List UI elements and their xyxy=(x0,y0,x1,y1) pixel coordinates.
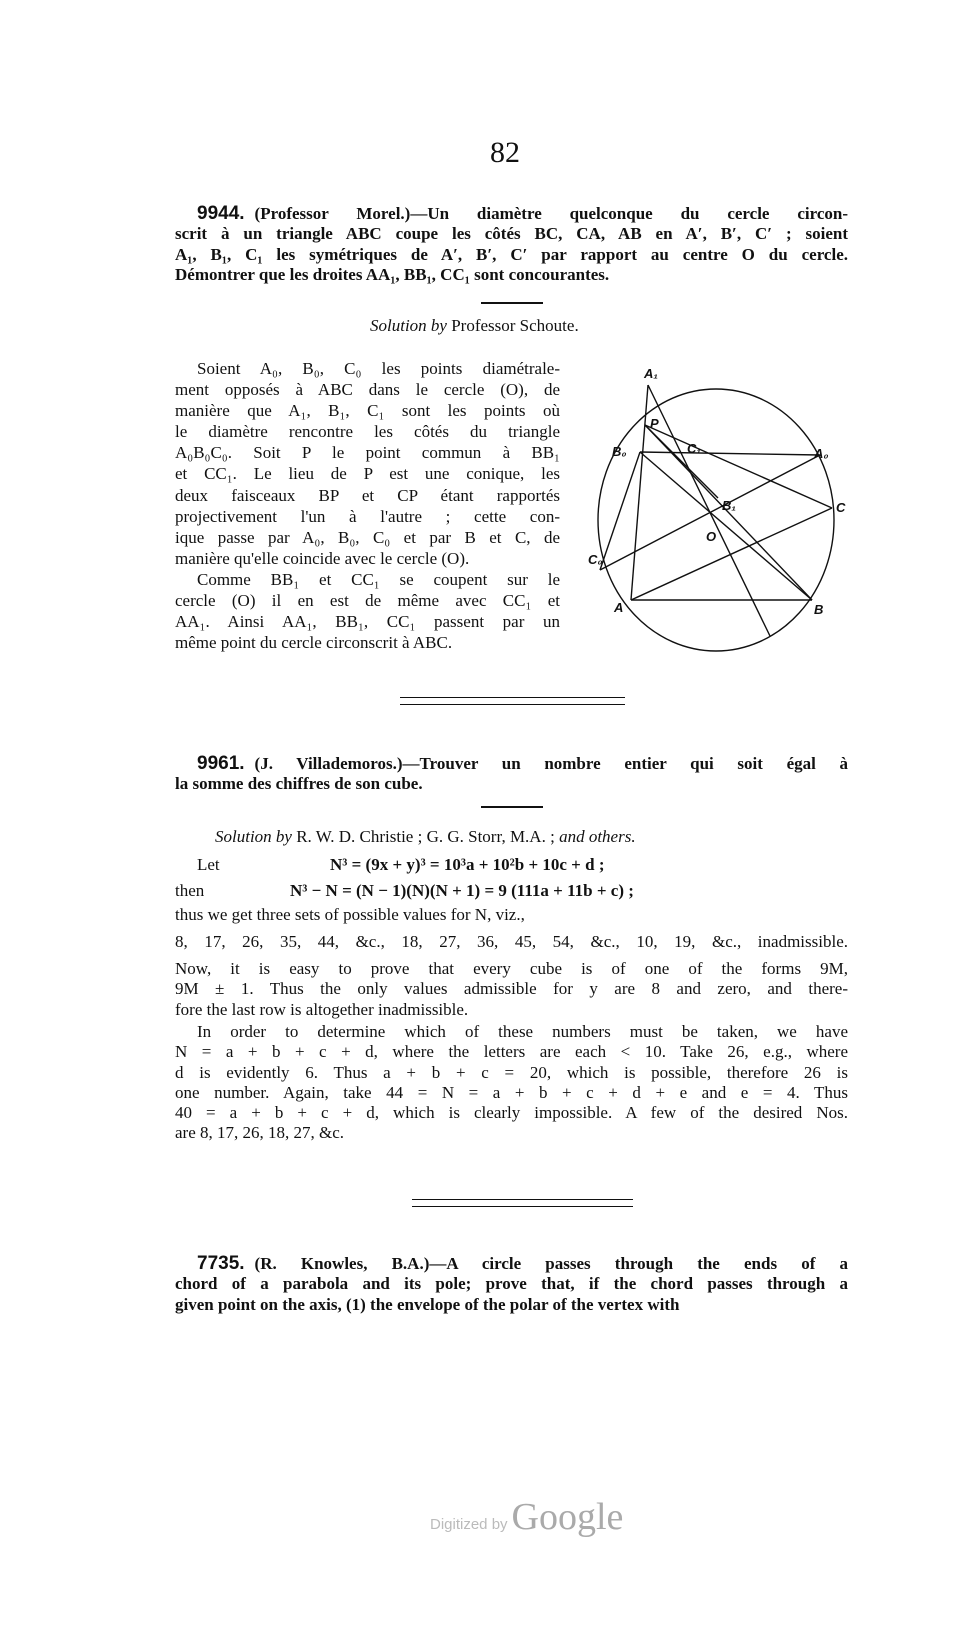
text-line: Comme BB₁ et CC₁ se coupent sur le xyxy=(197,569,560,589)
label-b: B xyxy=(814,602,824,617)
text-line: 9M ± 1. Thus the only values admissible for y are 8 and zero, and there- xyxy=(175,979,848,999)
equation-2: N³ − N = (N − 1)(N)(N + 1) = 9 (111a + 11b + c) ; xyxy=(290,881,634,900)
digitized-watermark xyxy=(430,1495,623,1547)
problem-number: 9961. xyxy=(197,753,245,774)
problem-text: (R. Knowles, B.A.)—A circle passes through the ends of a xyxy=(254,1254,848,1273)
solution-by-label: Solution by xyxy=(370,316,447,335)
problem-first-line xyxy=(175,754,848,774)
geometry-figure xyxy=(580,355,860,675)
label-c: C xyxy=(836,500,846,515)
text-line: Now, it is easy to prove that every cube is of one of the forms 9M, xyxy=(175,959,848,978)
double-divider-bottom xyxy=(412,1206,633,1207)
label-a: A xyxy=(614,600,624,615)
double-divider-top xyxy=(400,697,625,698)
text-line: même point du cercle circonscrit à ABC. xyxy=(175,633,453,653)
text-line: deux faisceaux BP et CP étant rapportés xyxy=(175,485,560,505)
solution-9944-text xyxy=(175,358,560,653)
problem-first-line xyxy=(175,204,848,224)
text-line: d is evidently 6. Thus a + b + c = 20, which is possible, therefore 26 is xyxy=(175,1062,848,1082)
text-line: et CC₁. Le lieu de P est une conique, les xyxy=(175,464,560,484)
eq2-label: then xyxy=(175,881,205,900)
text-line: le diamètre rencontre les côtés du triangle xyxy=(175,422,560,442)
label-a1: A₁ xyxy=(644,366,658,381)
problem-9961 xyxy=(175,754,848,795)
double-divider-bottom xyxy=(400,704,625,705)
text-line: fore the last row is altogether inadmissible. xyxy=(175,999,469,1019)
problem-7735 xyxy=(175,1254,848,1315)
digitized-label: Digitized by xyxy=(430,1516,508,1533)
text-line: A₁, B₁, C₁ les symétriques de A′, B′, C′ par rapport au centre O du cercle. xyxy=(175,244,848,264)
google-logo: Google xyxy=(511,1496,624,1538)
divider xyxy=(481,806,543,808)
text-line: are 8, 17, 26, 18, 27, &c. xyxy=(175,1123,345,1143)
solution-by-label: Solution by xyxy=(215,827,292,846)
line-b0-a0 xyxy=(640,452,820,455)
solution-9961-para-1 xyxy=(175,959,848,1020)
text-line: 40 = a + b + c + d, which is clearly impossible. A few of the desired Nos. xyxy=(175,1103,848,1123)
solution-9961-para-2 xyxy=(175,1022,848,1144)
text-line: projectivement l'un à l'autre ; cette con- xyxy=(175,506,560,526)
text-line: scrit à un triangle ABC coupe les côtés BC, CA, AB en A′, B′, C′ ; soient xyxy=(175,224,848,244)
text-line: thus we get three sets of possible values for N, viz., xyxy=(175,905,525,924)
line-a-c xyxy=(631,508,832,600)
label-p: P xyxy=(650,416,659,431)
text-line: ique passe par A₀, B₀, C₀ et par B et C, de xyxy=(175,527,560,547)
text-line: Soient A₀, B₀, C₀ les points diamétrale- xyxy=(197,359,560,378)
problem-text: (J. Villademoros.)—Trouver un nombre entier qui soit égal à xyxy=(254,754,848,773)
text-line: manière que A₁, B₁, C₁ sont les points où xyxy=(175,401,560,421)
circumcircle xyxy=(598,389,834,651)
double-divider-top xyxy=(412,1199,633,1200)
text-line-sets: 8, 17, 26, 35, 44, &c., 18, 27, 36, 45, 54, &c., 10, 19, &c., inadmissible. xyxy=(175,932,848,951)
text-line: la somme des chiffres de son cube. xyxy=(175,774,423,794)
problem-number: 7735. xyxy=(197,1253,245,1274)
line-p-c xyxy=(645,425,832,508)
text-line: cercle (O) il en est de même avec CC₁ et xyxy=(175,591,560,611)
divider xyxy=(481,302,543,304)
line-a1-a xyxy=(631,385,648,600)
problem-first-line xyxy=(175,1254,848,1274)
label-c1: C₁ xyxy=(687,441,701,456)
text-line: N = a + b + c + d, where the letters are each < 10. Take 26, e.g., where xyxy=(175,1042,848,1062)
eq1-label: Let xyxy=(197,855,220,874)
solution-heading-9944 xyxy=(370,316,579,336)
text-line: In order to determine which of these numbers must be taken, we have xyxy=(197,1022,848,1041)
page-number: 82 xyxy=(490,136,520,169)
text-line: A₀B₀C₀. Soit P le point commun à BB₁ xyxy=(175,443,560,463)
solution-authors: R. W. D. Christie ; G. G. Storr, M.A. ; xyxy=(296,827,555,846)
text-line: manière qu'elle coincide avec le cercle (O). xyxy=(175,548,470,568)
text-line: Démontrer que les droites AA₁, BB₁, CC₁ sont concourantes. xyxy=(175,265,610,285)
text-line: one number. Again, take 44 = N = a + b + c + d + e and e = 4. Thus xyxy=(175,1082,848,1102)
text-line: AA₁. Ainsi AA₁, BB₁, CC₁ passent par un xyxy=(175,612,560,632)
solution-others: and others. xyxy=(559,827,636,846)
text-line: given point on the axis, (1) the envelope of the polar of the vertex with xyxy=(175,1294,680,1314)
solution-heading-9961 xyxy=(215,827,636,847)
text-line: ment opposés à ABC dans le cercle (O), de xyxy=(175,380,560,400)
label-o: O xyxy=(706,529,717,544)
label-b1: B₁ xyxy=(722,498,736,513)
solution-author: Professor Schoute. xyxy=(451,316,579,335)
label-a0: A₀ xyxy=(814,446,829,461)
text-line: chord of a parabola and its pole; prove that, if the chord passes through a xyxy=(175,1274,848,1294)
label-c0: C₀ xyxy=(588,552,603,567)
line-b0-b xyxy=(640,452,812,600)
problem-text: (Professor Morel.)—Un diamètre quelconque du cercle circon- xyxy=(254,204,848,223)
label-b0: B₀ xyxy=(612,444,627,459)
problem-9944 xyxy=(175,204,848,286)
equation-1: N³ = (9x + y)³ = 10³a + 10²b + 10c + d ; xyxy=(330,855,605,874)
problem-number: 9944. xyxy=(197,203,245,224)
